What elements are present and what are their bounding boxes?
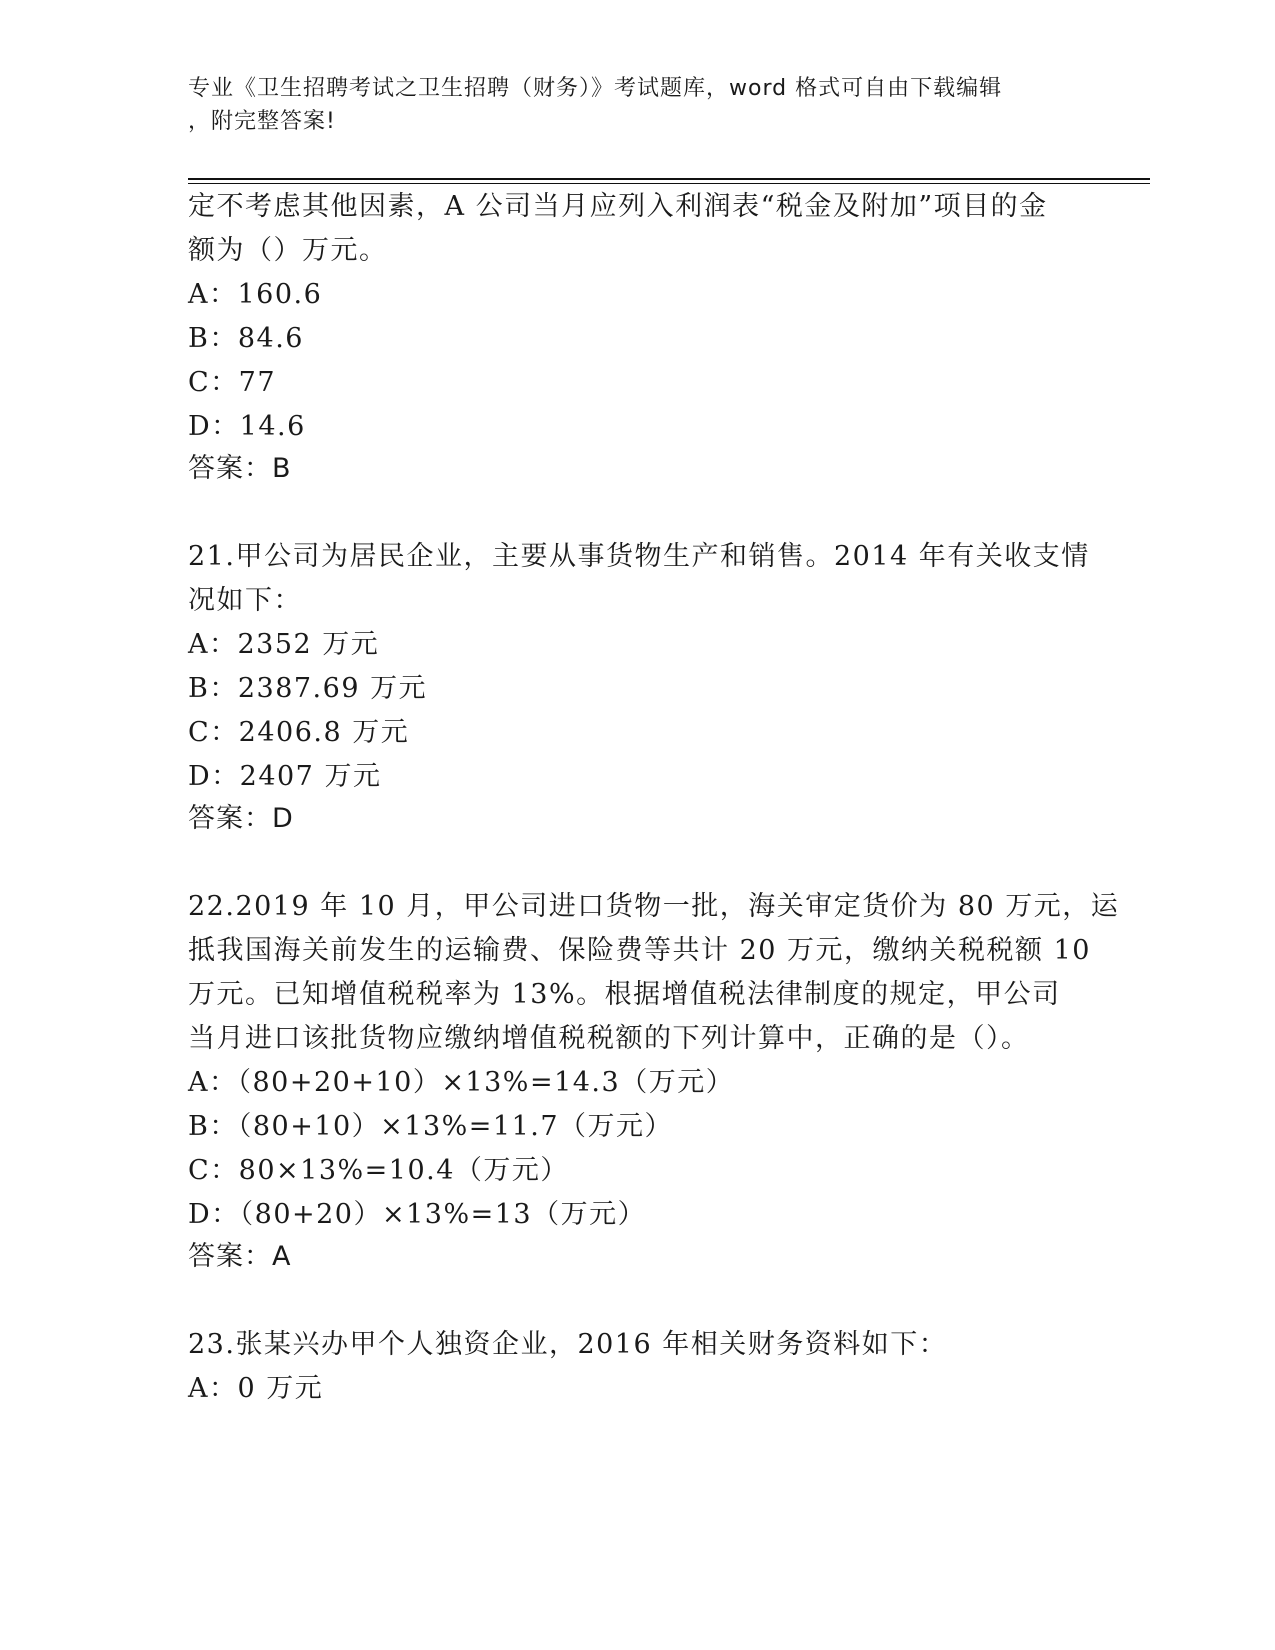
q21-option-a: A：2352 万元: [188, 629, 380, 660]
document-header: [188, 72, 1068, 138]
q21-stem-line2: 况如下：: [188, 585, 302, 616]
q21-stem-line1: 21.甲公司为居民企业，主要从事货物生产和销售。2014 年有关收支情: [188, 541, 1090, 572]
header-rule-thin: [188, 183, 1150, 184]
header-title-line1: 专业《卫生招聘考试之卫生招聘（财务）》考试题库，word 格式可自由下载编辑: [188, 76, 1003, 101]
q22-option-a: A：（80+20+10）×13%=14.3（万元）: [188, 1067, 735, 1098]
q23-option-a: A：0 万元: [188, 1373, 324, 1404]
q20-option-b: B：84.6: [188, 323, 304, 354]
q22-option-d: D：（80+20）×13%=13（万元）: [188, 1199, 647, 1230]
q20-option-c: C：77: [188, 367, 277, 398]
q20-option-a: A：160.6: [188, 279, 323, 310]
q20-stem-line1: 定不考虑其他因素，A 公司当月应列入利润表“税金及附加”项目的金: [188, 191, 1048, 222]
q22-stem-line4: 当月进口该批货物应缴纳增值税税额的下列计算中，正确的是（）。: [188, 1023, 1030, 1054]
q22-option-b: B：（80+10）×13%=11.7（万元）: [188, 1111, 674, 1142]
header-rule-thick: [188, 178, 1150, 180]
q23-stem-line1: 23.张某兴办甲个人独资企业，2016 年相关财务资料如下：: [188, 1329, 948, 1360]
q20-option-d: D：14.6: [188, 411, 306, 442]
q20-answer: 答案：B: [188, 453, 292, 484]
q21-answer: 答案：D: [188, 803, 294, 834]
q21-option-c: C：2406.8 万元: [188, 717, 410, 748]
header-title-line2: ，附完整答案!: [188, 109, 336, 134]
q21-option-b: B：2387.69 万元: [188, 673, 428, 704]
q22-stem-line2: 抵我国海关前发生的运输费、保险费等共计 20 万元，缴纳关税税额 10: [188, 935, 1091, 966]
q22-stem-line1: 22.2019 年 10 月，甲公司进口货物一批，海关审定货价为 80 万元，运: [188, 891, 1120, 922]
q21-option-d: D：2407 万元: [188, 761, 382, 792]
q20-stem-line2: 额为（）万元。: [188, 235, 388, 266]
q22-option-c: C：80×13%=10.4（万元）: [188, 1155, 569, 1186]
q22-answer: 答案：A: [188, 1241, 292, 1272]
q22-stem-line3: 万元。已知增值税税率为 13%。根据增值税法律制度的规定，甲公司: [188, 979, 1061, 1010]
